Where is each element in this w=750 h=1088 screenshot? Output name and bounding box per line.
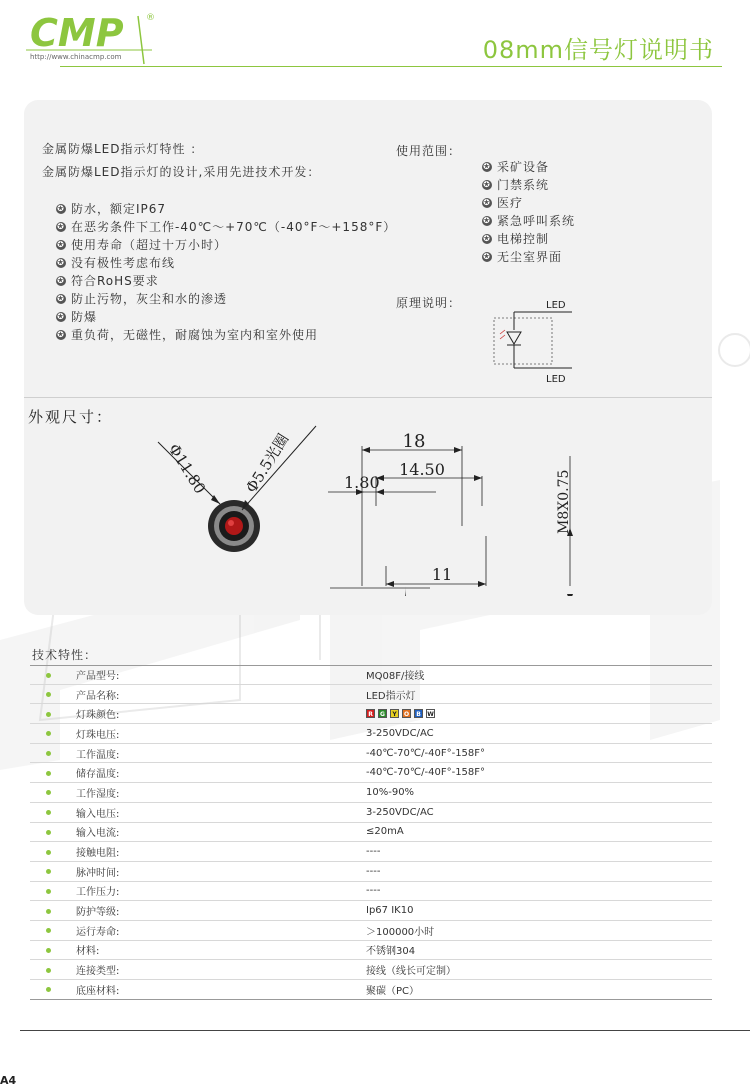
spec-value: ----: [366, 885, 381, 897]
list-item: ✪ 紧急呼叫系统: [483, 214, 576, 228]
spec-label: 接触电阻:: [76, 848, 120, 860]
principle-title: 原理说明：: [396, 296, 462, 310]
spec-label: 连接类型:: [76, 966, 120, 978]
body-length-dim: 14.50: [399, 460, 445, 479]
table-row: [30, 980, 712, 1000]
table-row: [30, 882, 712, 902]
spec-value: 聚碳（PC）: [366, 985, 420, 997]
spec-value: 10%-90%: [366, 786, 415, 798]
spec-label: 工作湿度:: [76, 788, 120, 800]
spec-value: 3-250VDC/AC: [366, 727, 434, 739]
list-item: ✪ 防爆: [57, 310, 98, 324]
bullet-dot-icon: [46, 987, 51, 992]
spec-label: 工作压力:: [76, 887, 120, 899]
spec-label: 底座材料:: [76, 985, 120, 997]
bullet-dot-icon: [46, 850, 51, 855]
star-circle-icon: ✪: [483, 234, 491, 243]
spec-label: 产品名称:: [76, 690, 120, 702]
spec-label: 工作温度:: [76, 749, 120, 761]
scope-title: 使用范围：: [396, 144, 462, 158]
flange-dim: 1.80: [344, 473, 380, 492]
spec-label: 储存温度:: [76, 769, 120, 781]
list-item: ✪ 采矿设备: [483, 160, 550, 174]
header-divider: [60, 66, 722, 67]
spec-label: 输入电压:: [76, 808, 120, 820]
table-row: [30, 862, 712, 882]
table-row: [30, 803, 712, 823]
list-item: ✪ 门禁系统: [483, 178, 550, 192]
logo-text: CMP: [30, 11, 124, 55]
color-chip: B: [414, 709, 423, 718]
list-item: ✪ 没有极性考虑布线: [57, 256, 176, 270]
color-chip: O: [403, 711, 410, 719]
table-row: [30, 783, 712, 803]
spec-label: 材料:: [76, 946, 100, 958]
spec-value: -40℃-70℃/-40F°-158F°: [366, 747, 486, 759]
bullet-dot-icon: [46, 909, 51, 914]
spec-value: Ip67 IK10: [366, 905, 414, 917]
features-title: 金属防爆LED指示灯特性 ：: [42, 142, 204, 156]
list-item: ✪ 医疗: [483, 196, 524, 210]
spec-value: MQ08F/接线: [366, 671, 425, 683]
bullet-dot-icon: [46, 810, 51, 815]
color-chip: R: [366, 709, 375, 718]
star-circle-icon: ✪: [483, 252, 491, 261]
thread-dim: M8X0.75: [556, 469, 572, 534]
specs-table: [30, 665, 712, 1000]
registered-mark: ®: [146, 13, 155, 23]
cmp-logo: [26, 10, 166, 66]
page-size-label: A4: [0, 1074, 17, 1087]
list-item: ✪ 无尘室界面: [483, 250, 563, 264]
star-circle-icon: ✪: [57, 294, 65, 303]
circuit-label-top: LED: [546, 300, 566, 311]
spec-value: ≤20mA: [366, 826, 404, 838]
circuit-label-bottom: LED: [546, 374, 566, 385]
table-row: [30, 901, 712, 921]
table-row: [30, 665, 712, 685]
spec-label: 防护等级:: [76, 907, 120, 919]
star-circle-icon: ✪: [57, 276, 65, 285]
panel-divider: [24, 397, 712, 398]
color-chip: G: [378, 709, 387, 718]
bullet-dot-icon: [46, 889, 51, 894]
star-circle-icon: ✪: [57, 222, 65, 231]
star-circle-icon: ✪: [57, 330, 65, 339]
document-title: 08mm信号灯说明书: [482, 36, 714, 64]
dimensions-title: 外观尺寸：: [28, 408, 114, 426]
spec-value: ----: [366, 846, 381, 858]
star-circle-icon: ✪: [483, 162, 491, 171]
table-row: [30, 960, 712, 980]
base-length-dim: 11: [431, 565, 453, 584]
features-subtitle: 金属防爆LED指示灯的设计,采用先进技术开发：: [42, 165, 321, 179]
front-outer-dim: Φ11.80: [164, 440, 210, 497]
color-chip: W: [427, 711, 434, 719]
spec-label: 灯珠颜色:: [76, 710, 120, 722]
bullet-dot-icon: [46, 790, 51, 795]
spec-label: 运行寿命:: [76, 926, 120, 938]
features-list: [56, 200, 396, 344]
side-view-drawing: [310, 416, 640, 596]
table-row: [30, 941, 712, 961]
footer-divider: [20, 1030, 750, 1031]
spec-value: ＞100000小时: [366, 926, 435, 938]
bullet-dot-icon: [46, 731, 51, 736]
spec-value: -40℃-70℃/-40F°-158F°: [366, 767, 486, 779]
feature-panel: [24, 100, 712, 615]
bullet-dot-icon: [46, 830, 51, 835]
bullet-dot-icon: [46, 771, 51, 776]
table-row: [30, 921, 712, 941]
table-row: [30, 823, 712, 843]
star-circle-icon: ✪: [57, 258, 65, 267]
list-item: ✪ 防水，额定IP67: [57, 202, 167, 216]
table-row: [30, 685, 712, 705]
list-item: ✪ 在恶劣条件下工作-40℃～+70℃（-40°F～+158°F）: [57, 220, 397, 234]
spec-label: 输入电流:: [76, 828, 120, 840]
bullet-dot-icon: [46, 948, 51, 953]
star-circle-icon: ✪: [483, 216, 491, 225]
bullet-dot-icon: [46, 692, 51, 697]
spec-label: 产品型号:: [76, 671, 120, 683]
logo-url: http://www.chinacmp.com: [30, 53, 122, 61]
star-circle-icon: ✪: [483, 180, 491, 189]
table-row: [30, 704, 712, 724]
spec-value: LED指示灯: [366, 690, 416, 702]
table-row: [30, 842, 712, 862]
bullet-dot-icon: [46, 869, 51, 874]
color-chip: Y: [390, 709, 399, 718]
specs-title: 技术特性：: [32, 648, 98, 662]
scope-list: [482, 158, 575, 266]
bullet-dot-icon: [46, 751, 51, 756]
spec-value: 不锈钢304: [366, 946, 416, 958]
list-item: ✪ 电梯控制: [483, 232, 550, 246]
star-circle-icon: ✪: [57, 204, 65, 213]
bullet-dot-icon: [46, 968, 51, 973]
spec-label: 脉冲时间:: [76, 867, 120, 879]
star-circle-icon: ✪: [57, 312, 65, 321]
list-item: ✪ 防止污物，灰尘和水的渗透: [57, 292, 228, 306]
table-row: [30, 763, 712, 783]
star-circle-icon: ✪: [483, 198, 491, 207]
spec-value: 3-250VDC/AC: [366, 806, 434, 818]
spec-value: [366, 709, 435, 718]
list-item: ✪ 重负荷，无磁性，耐腐蚀为室内和室外使用: [57, 328, 319, 342]
spec-value: 接线（线长可定制）: [366, 966, 456, 978]
spec-label: 灯珠电压:: [76, 729, 120, 741]
front-inner-dim: Φ5.5光圈: [242, 430, 293, 497]
led-circuit-diagram: [490, 296, 610, 386]
bullet-dot-icon: [46, 673, 51, 678]
table-row: [30, 744, 712, 764]
total-length-dim: 18: [402, 431, 426, 452]
star-circle-icon: ✪: [57, 240, 65, 249]
spec-value: ----: [366, 865, 381, 877]
list-item: ✪ 使用寿命（超过十万小时）: [57, 238, 228, 252]
table-row: [30, 724, 712, 744]
bullet-dot-icon: [46, 712, 51, 717]
bullet-dot-icon: [46, 928, 51, 933]
list-item: ✪ 符合RoHS要求: [57, 274, 159, 288]
